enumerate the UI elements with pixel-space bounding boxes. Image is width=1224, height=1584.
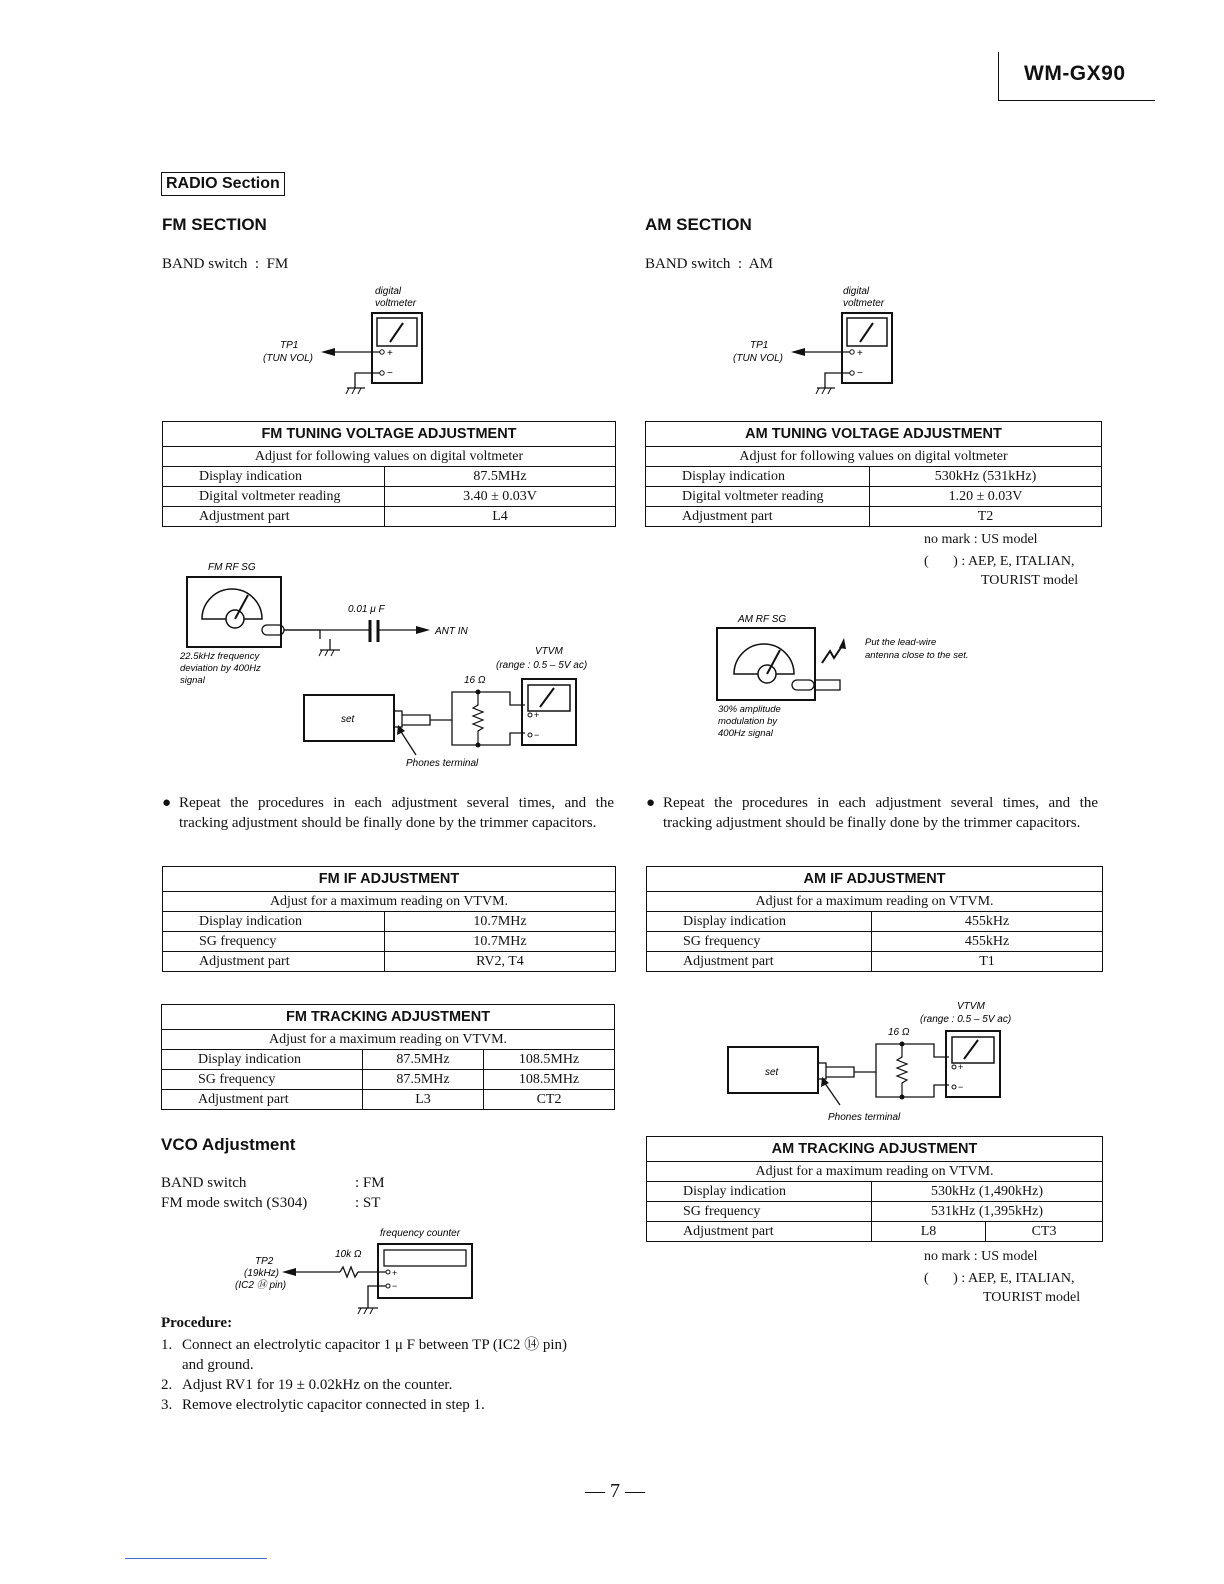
table-row: Display indication 530kHz (531kHz) xyxy=(646,467,1102,487)
am-rf-sg-diagram xyxy=(710,608,1010,743)
svg-text:VTVM: VTVM xyxy=(535,646,563,657)
footer-rule xyxy=(125,1558,267,1559)
svg-text:(TUN VOL): (TUN VOL) xyxy=(733,353,783,364)
svg-text:(19kHz): (19kHz) xyxy=(244,1268,280,1279)
am-section-heading: AM SECTION xyxy=(645,215,752,234)
table-title: FM IF ADJUSTMENT xyxy=(163,867,616,892)
svg-text:(range : 0.5 – 5V ac): (range : 0.5 – 5V ac) xyxy=(920,1014,1012,1025)
svg-text:(TUN VOL): (TUN VOL) xyxy=(263,353,313,364)
svg-text:digital: digital xyxy=(843,286,870,297)
page-number: — 7 — xyxy=(585,1480,645,1502)
fm-section-heading: FM SECTION xyxy=(162,215,267,234)
svg-text:Phones terminal: Phones terminal xyxy=(828,1112,901,1123)
svg-text:16 Ω: 16 Ω xyxy=(888,1027,910,1038)
fm-repeat-note: ● Repeat the procedures in each adjustment several times, and the tracking adjustment should be finally done by the trimmer capacitors. xyxy=(162,795,614,831)
svg-text:VTVM: VTVM xyxy=(957,1001,985,1012)
model-note-line: TOURIST model xyxy=(983,1290,1081,1305)
svg-text:AM RF SG: AM RF SG xyxy=(738,614,787,625)
table-row: Display indication 530kHz (1,490kHz) xyxy=(647,1182,1103,1202)
am-vtvm-diagram xyxy=(720,995,1040,1127)
svg-text:−: − xyxy=(534,730,540,740)
arrow-icon xyxy=(791,348,805,356)
svg-text:set: set xyxy=(765,1067,779,1078)
svg-text:30% amplitude: 30% amplitude xyxy=(718,704,781,715)
svg-text:+: + xyxy=(857,348,863,359)
resistor-icon xyxy=(897,1044,907,1097)
svg-text:−: − xyxy=(857,368,863,379)
vtvm-box xyxy=(522,679,576,745)
fm-if-table xyxy=(162,866,616,972)
table-row: SG frequency 455kHz xyxy=(647,932,1103,952)
table-subtitle: Adjust for following values on digital voltmeter xyxy=(646,447,1102,467)
svg-text:−: − xyxy=(387,368,393,379)
svg-text:+: + xyxy=(392,1268,398,1278)
table-subtitle: Adjust for a maximum reading on VTVM. xyxy=(647,892,1103,912)
table-row: Digital voltmeter reading 1.20 ± 0.03V xyxy=(646,487,1102,507)
vco-mode-value: : ST xyxy=(355,1195,381,1211)
section-tag: RADIO Section xyxy=(161,172,285,196)
table-row: Display indication 455kHz xyxy=(647,912,1103,932)
fm-tracking-table xyxy=(161,1004,615,1110)
table-row: SG frequency 10.7MHz xyxy=(163,932,616,952)
table-row: Adjustment part L3 CT2 xyxy=(162,1090,615,1110)
model-note-line: ( ) : AEP, E, ITALIAN, xyxy=(924,1271,1075,1286)
svg-text:antenna close to the set.: antenna close to the set. xyxy=(865,650,969,661)
model-note-line: no mark : US model xyxy=(924,532,1038,547)
resistor-icon xyxy=(473,692,483,745)
list-item: and ground. xyxy=(182,1357,254,1373)
lead-wire-antenna-icon xyxy=(822,646,842,663)
model-note-line: TOURIST model xyxy=(981,573,1079,588)
vco-band-value: : FM xyxy=(355,1175,385,1191)
arrow-icon xyxy=(416,626,430,634)
procedure-heading: Procedure: xyxy=(161,1315,233,1331)
svg-text:signal: signal xyxy=(180,675,205,686)
model-number: WM-GX90 xyxy=(1024,62,1126,85)
table-title: AM TUNING VOLTAGE ADJUSTMENT xyxy=(646,422,1102,447)
am-repeat-note: ● Repeat the procedures in each adjustment several times, and the tracking adjustment should be finally done by the trimmer capacitors. xyxy=(646,795,1098,831)
model-note-line: no mark : US model xyxy=(924,1249,1038,1264)
table-title: FM TUNING VOLTAGE ADJUSTMENT xyxy=(163,422,616,447)
list-item: 3. Remove electrolytic capacitor connected in step 1. xyxy=(161,1397,485,1413)
list-item: 2. Adjust RV1 for 19 ± 0.02kHz on the counter. xyxy=(161,1377,453,1393)
svg-text:+: + xyxy=(534,710,540,720)
table-subtitle: Adjust for a maximum reading on VTVM. xyxy=(162,1030,615,1050)
svg-text:22.5kHz frequency: 22.5kHz frequency xyxy=(180,651,260,662)
phones-jack-icon xyxy=(818,1063,826,1079)
vtvm-box xyxy=(946,1031,1000,1097)
svg-text:(IC2 ⑭ pin): (IC2 ⑭ pin) xyxy=(235,1280,287,1291)
svg-text:16 Ω: 16 Ω xyxy=(464,675,486,686)
signal-generator-box xyxy=(717,628,815,700)
table-row: SG frequency 87.5MHz 108.5MHz xyxy=(162,1070,615,1090)
svg-text:deviation by 400Hz: deviation by 400Hz xyxy=(180,663,261,674)
am-if-table xyxy=(646,866,1103,972)
am-voltmeter-diagram xyxy=(725,280,915,398)
table-row: Adjustment part L8 CT3 xyxy=(647,1222,1103,1242)
svg-text:ANT IN: ANT IN xyxy=(435,626,468,637)
meter-face xyxy=(952,1037,994,1063)
svg-text:+: + xyxy=(958,1062,964,1072)
meter-label: digital xyxy=(375,286,402,297)
bullet-icon: ● xyxy=(646,795,656,811)
fm-tuning-voltage-table xyxy=(162,421,616,527)
svg-text:FM RF SG: FM RF SG xyxy=(208,562,256,573)
svg-text:Put the lead-wire: Put the lead-wire xyxy=(865,637,937,648)
svg-text:0.01 μ F: 0.01 μ F xyxy=(348,604,385,615)
arrow-icon xyxy=(282,1268,296,1276)
table-subtitle: Adjust for a maximum reading on VTVM. xyxy=(163,892,616,912)
table-row: Adjustment part L4 xyxy=(163,507,616,527)
procedure-list xyxy=(161,1335,621,1415)
svg-text:(range : 0.5 – 5V ac): (range : 0.5 – 5V ac) xyxy=(496,660,588,671)
table-subtitle: Adjust for a maximum reading on VTVM. xyxy=(647,1162,1103,1182)
svg-text:TP1: TP1 xyxy=(750,340,769,351)
bullet-icon: ● xyxy=(162,795,172,811)
list-item: 1. Connect an electrolytic capacitor 1 μ F between TP (IC2 ⑭ pin) xyxy=(161,1337,568,1353)
am-band-switch: BAND switch : AM xyxy=(645,256,773,272)
table-title: AM IF ADJUSTMENT xyxy=(647,867,1103,892)
vco-counter-diagram xyxy=(230,1224,480,1318)
vco-mode-label: FM mode switch (S304) xyxy=(161,1195,308,1211)
svg-text:frequency counter: frequency counter xyxy=(380,1228,461,1239)
table-row: Digital voltmeter reading 3.40 ± 0.03V xyxy=(163,487,616,507)
resistor-icon xyxy=(340,1267,358,1277)
svg-text:TP2: TP2 xyxy=(255,1256,274,1267)
svg-text:−: − xyxy=(392,1281,398,1291)
fm-voltmeter-diagram xyxy=(255,280,445,398)
svg-text:−: − xyxy=(958,1082,964,1092)
meter-face xyxy=(528,685,570,711)
fm-rf-sg-diagram xyxy=(180,555,600,775)
table-subtitle: Adjust for following values on digital voltmeter xyxy=(163,447,616,467)
table-row: Display indication 87.5MHz 108.5MHz xyxy=(162,1050,615,1070)
svg-text:voltmeter: voltmeter xyxy=(843,298,885,309)
table-row: Adjustment part T1 xyxy=(647,952,1103,972)
table-row: Display indication 87.5MHz xyxy=(163,467,616,487)
counter-display xyxy=(384,1250,466,1266)
table-title: AM TRACKING ADJUSTMENT xyxy=(647,1137,1103,1162)
phones-jack-icon xyxy=(394,711,402,727)
fm-band-switch: BAND switch : FM xyxy=(162,256,289,272)
table-row: Adjustment part RV2, T4 xyxy=(163,952,616,972)
table-row: SG frequency 531kHz (1,395kHz) xyxy=(647,1202,1103,1222)
svg-text:+: + xyxy=(387,348,393,359)
svg-text:modulation by: modulation by xyxy=(718,716,778,727)
am-tracking-table xyxy=(646,1136,1103,1242)
table-title: FM TRACKING ADJUSTMENT xyxy=(162,1005,615,1030)
table-row: Display indication 10.7MHz xyxy=(163,912,616,932)
svg-text:10k Ω: 10k Ω xyxy=(335,1249,362,1260)
table-row: Adjustment part T2 xyxy=(646,507,1102,527)
am-tuning-voltage-table xyxy=(645,421,1102,527)
vco-heading: VCO Adjustment xyxy=(161,1135,296,1154)
svg-text:Phones terminal: Phones terminal xyxy=(406,758,479,769)
svg-text:400Hz signal: 400Hz signal xyxy=(718,728,773,739)
svg-text:set: set xyxy=(341,714,355,725)
vco-band-label: BAND switch xyxy=(161,1175,247,1191)
svg-text:TP1: TP1 xyxy=(280,340,299,351)
arrow-icon xyxy=(321,348,335,356)
meter-label: voltmeter xyxy=(375,298,417,309)
model-note-line: ( ) : AEP, E, ITALIAN, xyxy=(924,554,1075,569)
